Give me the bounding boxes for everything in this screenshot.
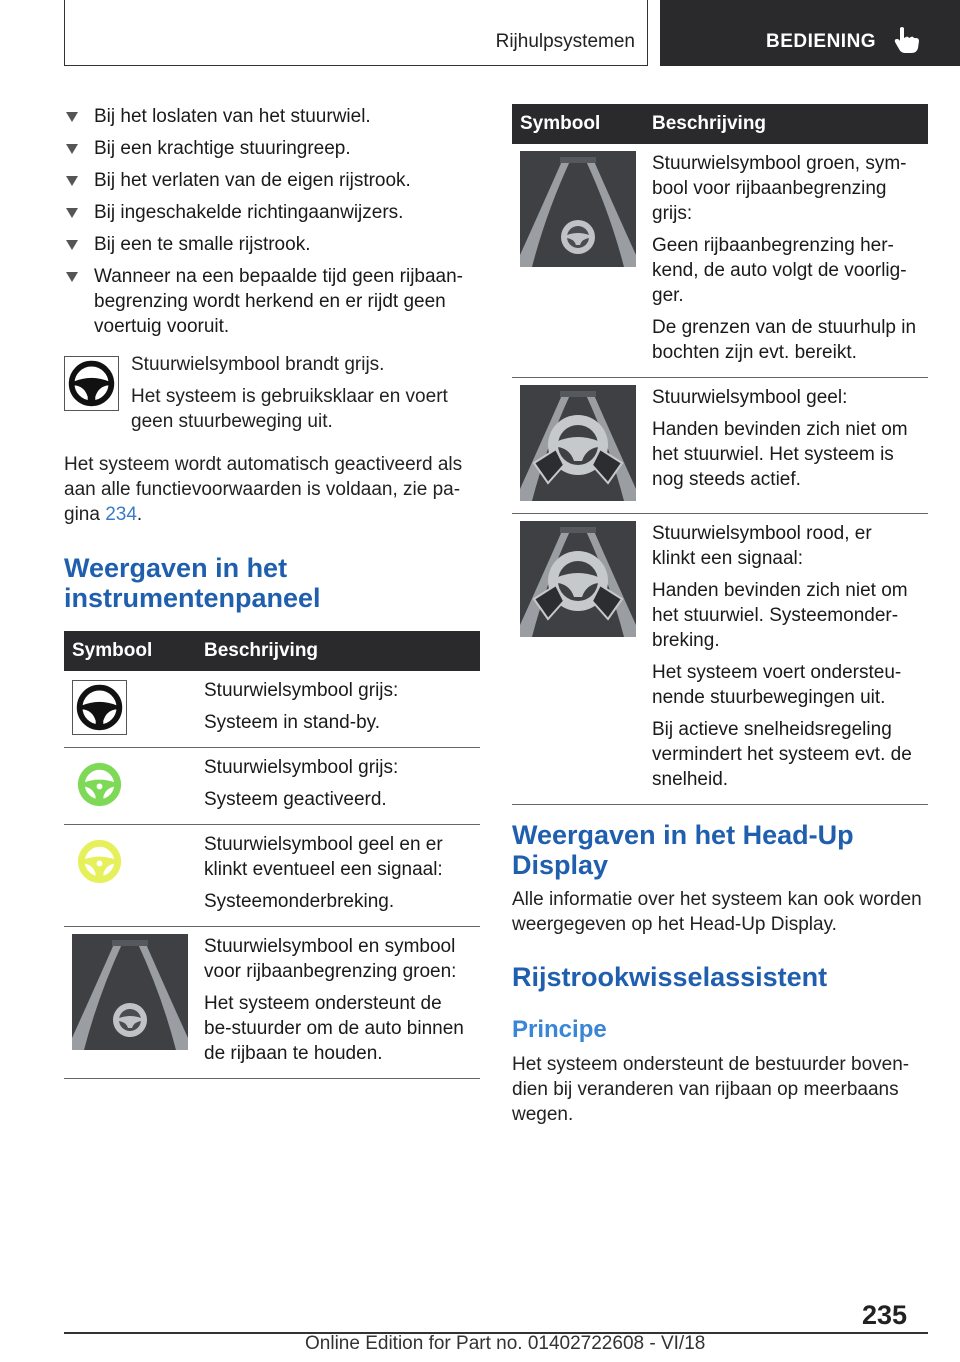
triangle-bullet-icon [66,144,78,154]
column-header-description: Beschrijving [196,631,480,671]
principle-paragraph: Het systeem ondersteunt de bestuurder boven-dien bij veranderen van rijbaan op meerbaans wegen. [512,1054,910,1125]
table-row [64,671,480,748]
description-line: Stuurwielsymbool en symbool voor rijbaanbegrenzing groen: [204,936,457,982]
subheading-principle: Principe [512,1016,607,1043]
description-line: Stuurwielsymbool groen, sym-bool voor rijbaanbegrenzing grijs: [652,153,907,224]
header-chapter-tab[interactable] [660,0,960,66]
list-item: Bij het loslaten van het stuurwiel. [64,104,480,129]
symbol-note-line: Het systeem is gebruiksklaar en voert geen stuurbeweging uit. [131,386,448,432]
section-heading-lane-change-assistant: Rijstrookwisselassistent [512,962,828,992]
description-line: Stuurwielsymbool grijs: [204,757,399,778]
triangle-bullet-icon [66,112,78,122]
description-line: Stuurwielsymbool geel en er klinkt eventueel een signaal: [204,834,443,880]
steering-wheel-yellow-icon [72,834,127,889]
description-line: Systeem geactiveerd. [204,789,387,810]
table-row [512,378,928,514]
description-line: Stuurwielsymbool grijs: [204,680,399,701]
list-item: Bij het verlaten van de eigen rijstrook. [64,168,480,193]
description-line: Stuurwielsymbool rood, er klinkt een signaal: [652,523,872,569]
table-row [64,825,480,927]
triangle-bullet-icon [66,272,78,282]
activation-paragraph: Het systeem wordt automatisch geactiveerd als aan alle functievoorwaarden is voldaan, zie pa-gina 234. [64,454,463,525]
header-chapter-title: BEDIENING [766,31,877,52]
pointing-hand-icon [894,26,920,54]
column-header-symbol: Symbool [512,104,644,144]
section-heading-head-up-display: Weergaven in het Head-Up Display [512,820,854,880]
triangle-bullet-icon [66,208,78,218]
description-line: Het systeem ondersteunt de be-stuurder om de auto binnen de rijbaan te houden. [204,993,464,1064]
table-row [64,748,480,825]
description-line: Geen rijbaanbegrenzing her-kend, de auto volgt de voorlig-ger. [652,235,907,306]
description-line: De grenzen van de stuurhulp in bochten zijn evt. bereikt. [652,317,917,363]
steering-wheel-icon [64,356,119,411]
steering-wheel-grey-icon [72,680,127,735]
list-item: Bij een krachtige stuuringreep. [64,136,480,161]
symbol-table-instrument [64,631,480,1079]
description-line: Systeemonderbreking. [204,891,395,912]
description-line: Stuurwielsymbool geel: [652,387,848,408]
lane-steering-grey-image [520,151,636,267]
description-line: Het systeem voert ondersteu-nende stuurbewegingen uit. [652,662,902,708]
triangle-bullet-icon [66,240,78,250]
list-item: Bij ingeschakelde richtingaanwijzers. [64,200,480,225]
header-section-box [64,0,648,66]
bullet-list [64,104,480,346]
header-section-title: Rijhulpsystemen [495,31,635,52]
column-header-description: Beschrijving [644,104,928,144]
list-item: Bij een te smalle rijstrook. [64,232,480,257]
description-line: Handen bevinden zich niet om het stuurwiel. Systeemonder-breking. [652,580,908,651]
table-row [64,927,480,1079]
symbol-table-continued [512,104,928,805]
description-line: Systeem in stand-by. [204,712,381,733]
list-item: Wanneer na een bepaalde tijd geen rijbaan-begrenzing wordt herkend en er rijdt geen voertuig vooruit. [64,264,480,339]
page-number: 235 [862,1300,908,1330]
footer-edition: Online Edition for Part no. 01402722608 - VI/18 [305,1333,706,1354]
steering-wheel-green-icon [72,757,127,812]
section-heading-instrument-panel: Weergaven in het instrumentenpaneel [64,553,321,613]
hands-on-wheel-yellow-image [520,385,636,501]
description-line: Handen bevinden zich niet om het stuurwiel. Het systeem is nog steeds actief. [652,419,908,490]
hud-paragraph: Alle informatie over het systeem kan ook worden weergegeven op het Head-Up Display. [512,889,922,935]
table-row [512,144,928,378]
page-link[interactable]: 234 [105,504,137,525]
symbol-note-line: Stuurwielsymbool brandt grijs. [131,354,385,375]
hands-on-wheel-red-image [520,521,636,637]
column-header-symbol: Symbool [64,631,196,671]
table-row [512,514,928,805]
lane-steering-green-image [72,934,188,1050]
triangle-bullet-icon [66,176,78,186]
description-line: Bij actieve snelheidsregeling vermindert het systeem evt. de snelheid. [652,719,912,790]
